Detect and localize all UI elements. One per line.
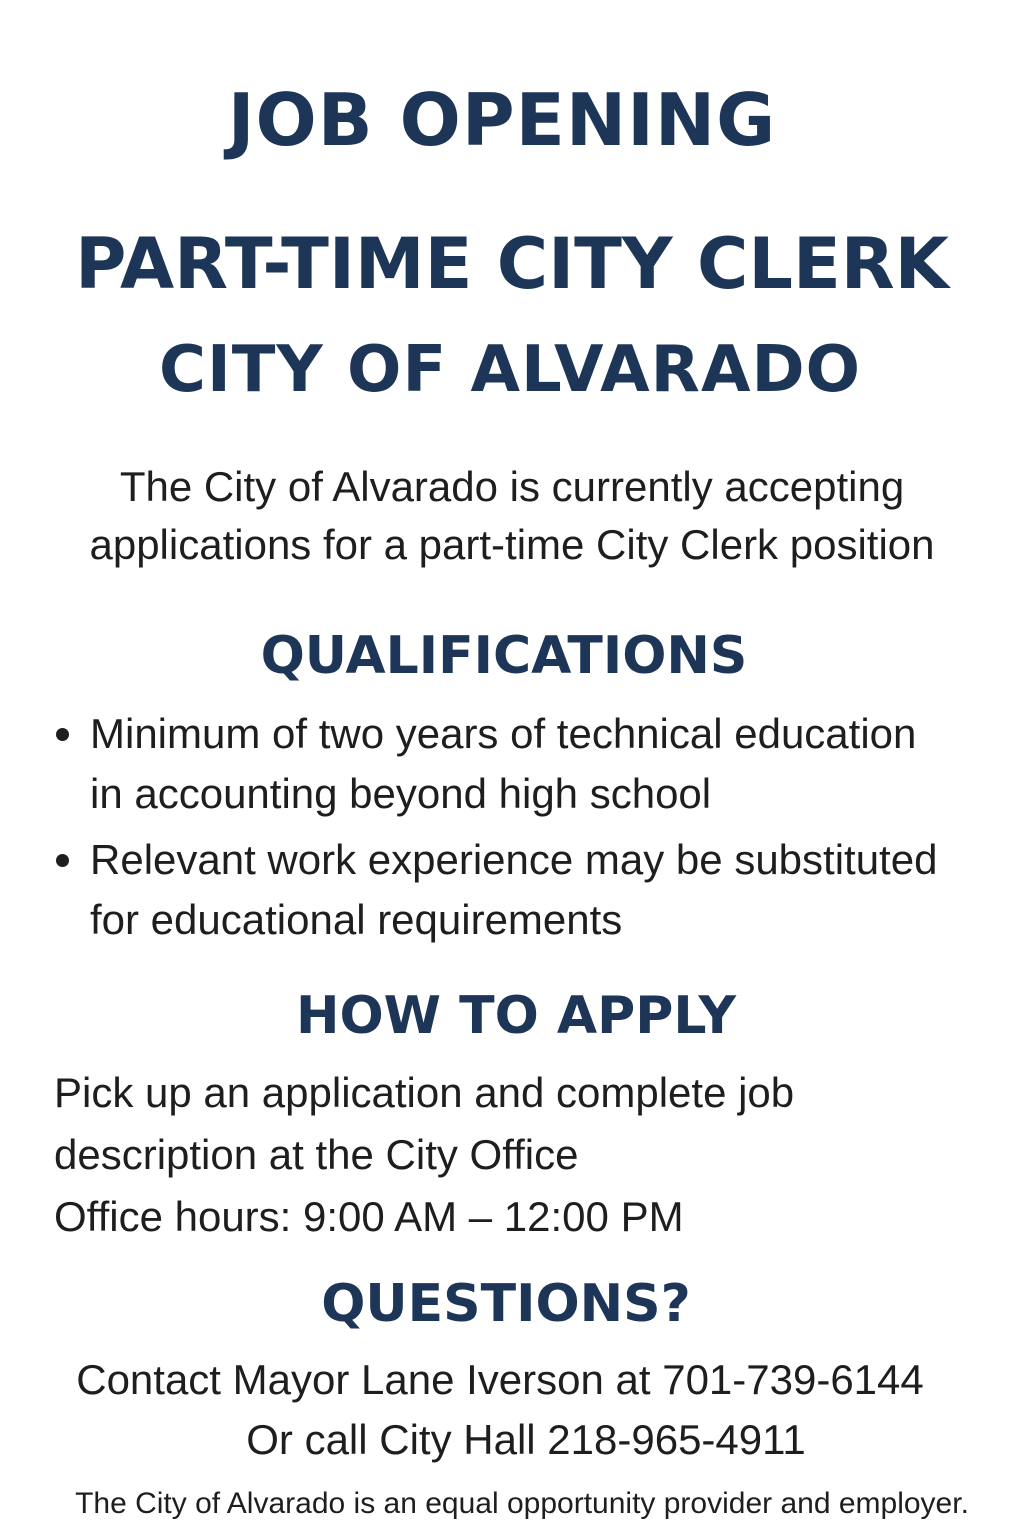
list-item-line: in accounting beyond high school [90,770,712,817]
list-item-line: Minimum of two years of technical education [90,710,917,757]
qualifications-heading: QUALIFICATIONS [260,626,748,686]
bullet-icon [56,854,69,867]
organization-title: CITY OF ALVARADO [158,333,862,407]
apply-line: description at the City Office [54,1131,579,1178]
bullet-icon [56,728,69,741]
mayor-contact: Contact Mayor Lane Iverson at 701-739-6144 [76,1356,924,1403]
how-to-apply-text [54,1062,794,1248]
contact-info [0,1350,1024,1470]
intro-line: applications for a part-time City Clerk position [89,521,935,568]
position-title: PART-TIME CITY CLERK [75,223,949,305]
office-hours: Office hours: 9:00 AM – 12:00 PM [54,1193,684,1240]
intro-line: The City of Alvarado is currently accepting [119,463,905,510]
page-title: JOB OPENING [227,78,777,162]
how-to-apply-heading: HOW TO APPLY [295,986,737,1046]
list-item [54,830,1004,950]
questions-heading: QUESTIONS? [321,1274,691,1334]
city-hall-contact: Or call City Hall 218-965-4911 [246,1416,806,1463]
intro-paragraph [0,458,1024,574]
list-item [54,704,1004,824]
apply-line: Pick up an application and complete job [54,1069,795,1116]
equal-opportunity-statement: The City of Alvarado is an equal opportunity provider and employer. [75,1487,969,1520]
qualifications-list [54,704,1004,956]
list-item-line: Relevant work experience may be substituted [90,836,938,883]
list-item-line: for educational requirements [90,896,623,943]
